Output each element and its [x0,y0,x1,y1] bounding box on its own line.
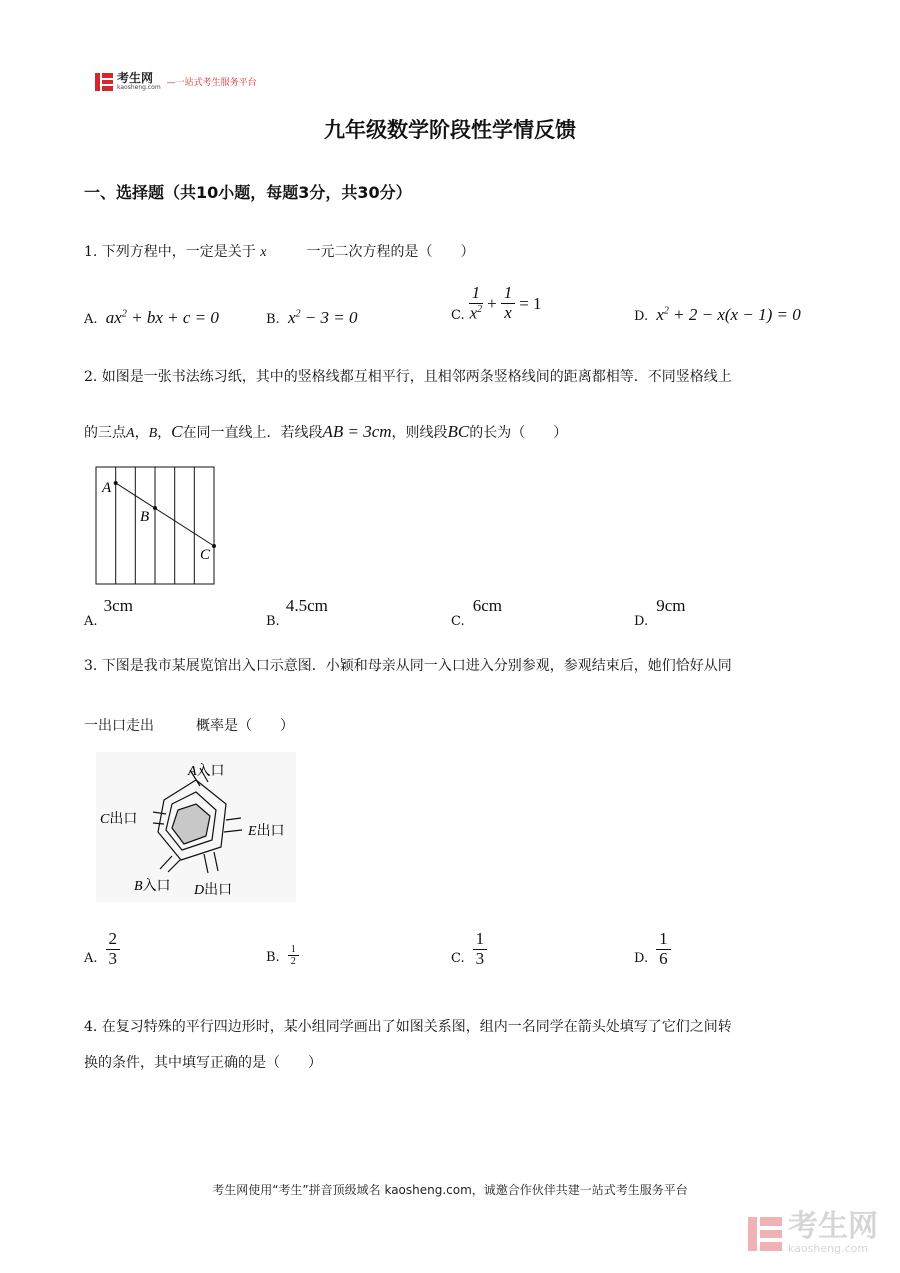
question-3-line-2: 一出口走出 概率是（ ） [84,718,294,734]
exit-d-label: D出口 [194,883,233,898]
q2-option-a[interactable]: A. 3cm [84,596,133,629]
question-3-line-1: 3. 下图是我市某展览馆出入口示意图．小颖和母亲从同一入口进入分别参观，参观结束后，她们恰好从同 [84,658,732,674]
q2-option-c[interactable]: C. 6cm [451,596,503,629]
q1-option-c[interactable]: C. $\frac{1}{x^2}$ + $\frac{1}{x}$ = 1 [451,283,542,324]
point-a-label: A [102,480,112,496]
page-title: 九年级数学阶段性学情反馈 [324,118,576,142]
q2-option-d[interactable]: D. 9cm [634,596,686,629]
exit-c-label: C出口 [100,812,138,827]
q3-exhibition-figure [96,752,296,902]
logo-mark-icon [95,73,113,91]
entrance-a-label: A入口 [188,764,225,779]
q3-option-c[interactable]: C. $\frac{1}{3}$ [451,930,487,968]
page-footer: 考生网使用“考生”拼音顶级域名 kaosheng.com，诚邀合作伙伴共建一站式考生服务平台 [212,1183,688,1197]
point-c-label: C [200,547,211,563]
q3-option-d[interactable]: D. $\frac{1}{6}$ [634,930,671,968]
entrance-b-label: B入口 [134,879,171,894]
question-4-line-2: 换的条件，其中填写正确的是（ ） [84,1055,322,1071]
q2-option-b[interactable]: B. 4.5cm [266,596,328,629]
point-b-label: B [140,509,150,525]
q3-option-a[interactable]: A. $\frac{2}{3}$ [84,930,120,968]
q1-option-d[interactable]: D. $x^2 + 2 - x(x - 1) = 0$ [634,305,801,324]
question-1-stem: 1. 下列方程中，一定是关于 x 一元二次方程的是（ ） [84,244,475,260]
q3-option-b[interactable]: B. $\frac{1}{2}$ [266,944,299,967]
question-4-line-1: 4. 在复习特殊的平行四边形时，某小组同学画出了如图关系图，组内一名同学在箭头处填写了它们之间转 [84,1019,732,1035]
logo-name: 考生网 [117,71,154,85]
q1-option-b[interactable]: B. $x^2 - 3 = 0$ [266,308,358,327]
question-2-line-2: 的三点A，B，C在同一直线上．若线段AB = 3cm，则线段BC的长为（ ） [84,422,568,441]
section-heading: 一、选择题（共10小题，每题3分，共30分） [84,183,412,202]
exit-e-label: E出口 [248,824,285,839]
watermark-mark-icon [748,1217,782,1251]
logo-slogan: —一站式考生服务平台 [166,78,257,88]
logo-domain: kaosheng.com [117,84,161,91]
question-2-line-1: 2. 如图是一张书法练习纸，其中的竖格线都互相平行，且相邻两条竖格线间的距离都相等．不同竖格线上 [84,369,732,385]
header-logo [95,72,257,91]
q1-option-a[interactable]: A. $ax^2$ + bx + c = 0 [84,308,219,327]
watermark-logo: 考生网 kaosheng.com [748,1212,878,1255]
q2-grid-figure [90,462,225,590]
